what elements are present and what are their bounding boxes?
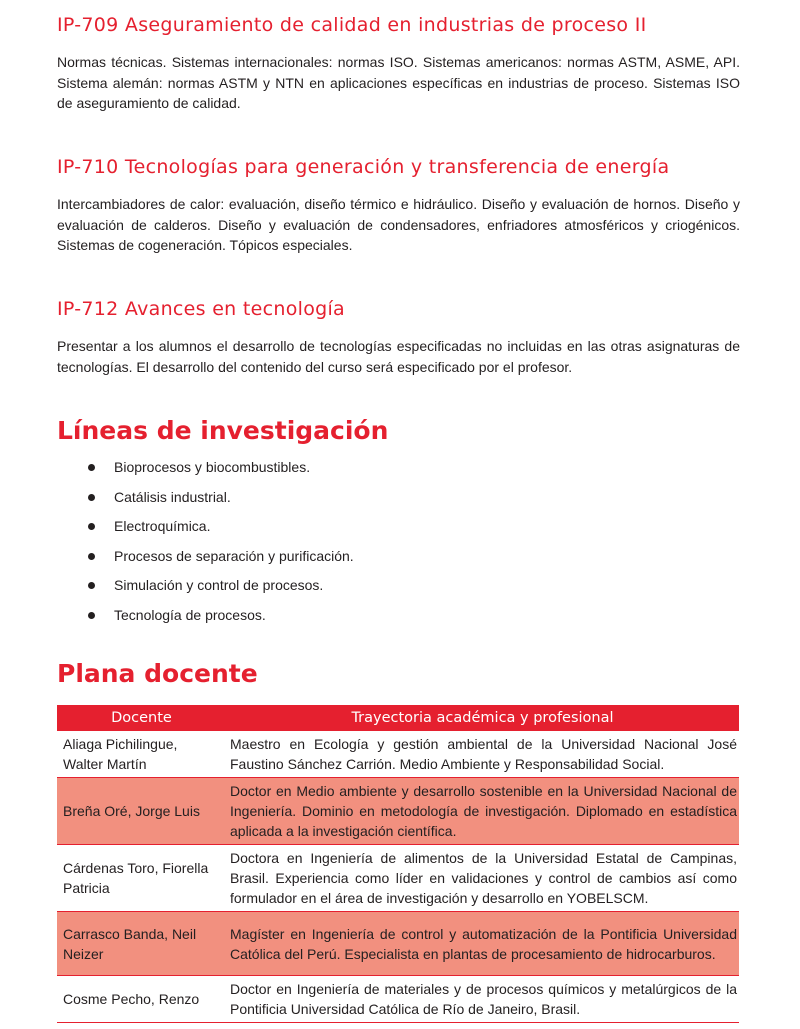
faculty-bio: Maestro en Ecología y gestión ambiental de la Universidad Nacional José Faustino Sánchez Carrión. Medio Ambiente y Responsabilidad Social.	[226, 731, 739, 778]
bullet-icon	[88, 553, 95, 560]
list-item	[88, 545, 354, 575]
list-item-text: Bioprocesos y biocombustibles.	[114, 459, 311, 475]
course-description: Presentar a los alumnos el desarrollo de tecnologías especificadas no incluidas en las otras asignaturas de tecnologías. El desarrollo del contenido del curso será especificado por el profesor.	[57, 338, 740, 375]
faculty-bio: Doctora en Ingeniería de alimentos de la Universidad Estatal de Campinas, Brasil. Experiencia como líder en validaciones y control de cambios así como formulador en el área de investigación y desarrollo en YOBELSCM.	[226, 845, 739, 912]
course-description: Normas técnicas. Sistemas internacionales: normas ISO. Sistemas americanos: normas ASTM, ASME, API. Sistema alemán: normas ASTM y NTN en aplicaciones específicas en industrias de proceso. Sistemas ISO de aseguramiento de calidad.	[57, 54, 740, 111]
course-description: Intercambiadores de calor: evaluación, diseño térmico e hidráulico. Diseño y evaluación de hornos. Diseño y evaluación de calderos. Diseño y evaluación de condensadores, enfriadores atmosféricos y criogénicos. Sistemas de cogeneración. Tópicos especiales.	[57, 196, 740, 253]
faculty-name: Cosme Pecho, Renzo	[57, 976, 226, 1023]
course-ip-710	[57, 154, 740, 256]
list-item	[88, 574, 354, 604]
course-ip-709	[57, 12, 740, 114]
bullet-icon	[88, 523, 95, 530]
faculty-heading: Plana docente	[57, 659, 258, 688]
faculty-bio: Doctor en Ingeniería de materiales y de procesos químicos y metalúrgicos de la Pontificia Universidad Católica de Río de Janeiro, Brasil.	[226, 976, 739, 1023]
list-item	[88, 515, 354, 545]
table-row	[57, 912, 739, 976]
list-item-text: Tecnología de procesos.	[114, 606, 266, 623]
faculty-table	[57, 705, 739, 1023]
list-item-text: Procesos de separación y purificación.	[114, 547, 354, 564]
table-header-row	[57, 705, 739, 731]
column-header-trayectoria: Trayectoria académica y profesional	[226, 705, 739, 731]
list-item	[88, 486, 354, 516]
faculty-bio: Magíster en Ingeniería de control y automatización de la Pontificia Universidad Católica del Perú. Especialista en plantas de procesamiento de hidrocarburos.	[226, 912, 739, 976]
bullet-icon	[88, 464, 95, 471]
list-item-text: Electroquímica.	[114, 518, 211, 534]
faculty-bio: Doctor en Medio ambiente y desarrollo sostenible en la Universidad Nacional de Ingeniería. Dominio en metodología de investigación. Diplomado en estadística aplicada a la investigación científica.	[226, 778, 739, 845]
list-item	[88, 604, 354, 634]
faculty-name: Cárdenas Toro, Fiorella Patricia	[57, 845, 226, 912]
list-item-text: Catálisis industrial.	[114, 488, 231, 505]
list-item-text: Simulación y control de procesos.	[114, 577, 324, 593]
table-row	[57, 731, 739, 778]
research-lines-heading: Líneas de investigación	[57, 416, 389, 445]
table-row	[57, 845, 739, 912]
bullet-icon	[88, 612, 95, 619]
course-title: IP-712 Avances en tecnología	[57, 298, 346, 320]
table-row	[57, 778, 739, 845]
column-header-docente: Docente	[57, 705, 226, 731]
faculty-name: Breña Oré, Jorge Luis	[57, 778, 226, 845]
course-title: IP-710 Tecnologías para generación y transferencia de energía	[57, 156, 670, 178]
course-ip-712	[57, 296, 740, 377]
bullet-icon	[88, 582, 95, 589]
table-row	[57, 976, 739, 1023]
course-title: IP-709 Aseguramiento de calidad en industrias de proceso II	[57, 14, 647, 36]
faculty-name: Aliaga Pichilingue, Walter Martín	[57, 731, 226, 778]
research-lines-list	[88, 456, 354, 633]
bullet-icon	[88, 494, 95, 501]
faculty-name: Carrasco Banda, Neil Neizer	[57, 912, 226, 976]
list-item	[88, 456, 354, 486]
